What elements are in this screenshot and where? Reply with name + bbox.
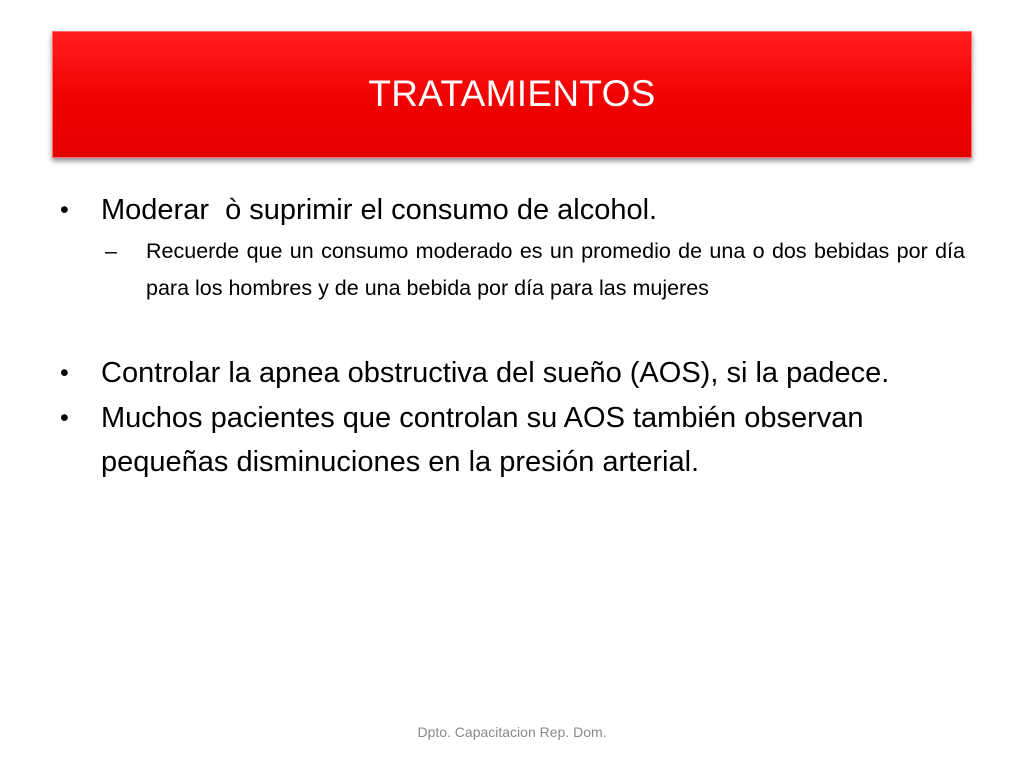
bullet-marker: • [60,196,69,224]
bullet-text: Moderar ò suprimir el consumo de alcohol. [101,194,658,226]
bullet-text: Muchos pacientes que controlan su AOS también observan pequeñas disminuciones en la presión arterial. [101,402,864,478]
bullet-item [60,396,965,484]
slide-content [60,188,965,484]
slide-footer: Dpto. Capacitacion Rep. Dom. [417,724,607,740]
spacer [60,307,965,351]
sub-bullet-text: Recuerde que un consumo moderado es un promedio de una o dos bebidas por día para los hombres y de una bebida por día para las mujeres [146,239,965,300]
sub-bullet-item [105,233,965,307]
slide-title: TRATAMIENTOS [368,73,656,114]
bullet-marker: • [60,404,69,432]
bullet-text: Controlar la apnea obstructiva del sueño (AOS), si la padece. [101,357,890,389]
sub-bullet-marker: – [105,239,117,263]
bullet-item [60,188,965,232]
bullet-marker: • [60,359,69,387]
bullet-item [60,351,965,395]
